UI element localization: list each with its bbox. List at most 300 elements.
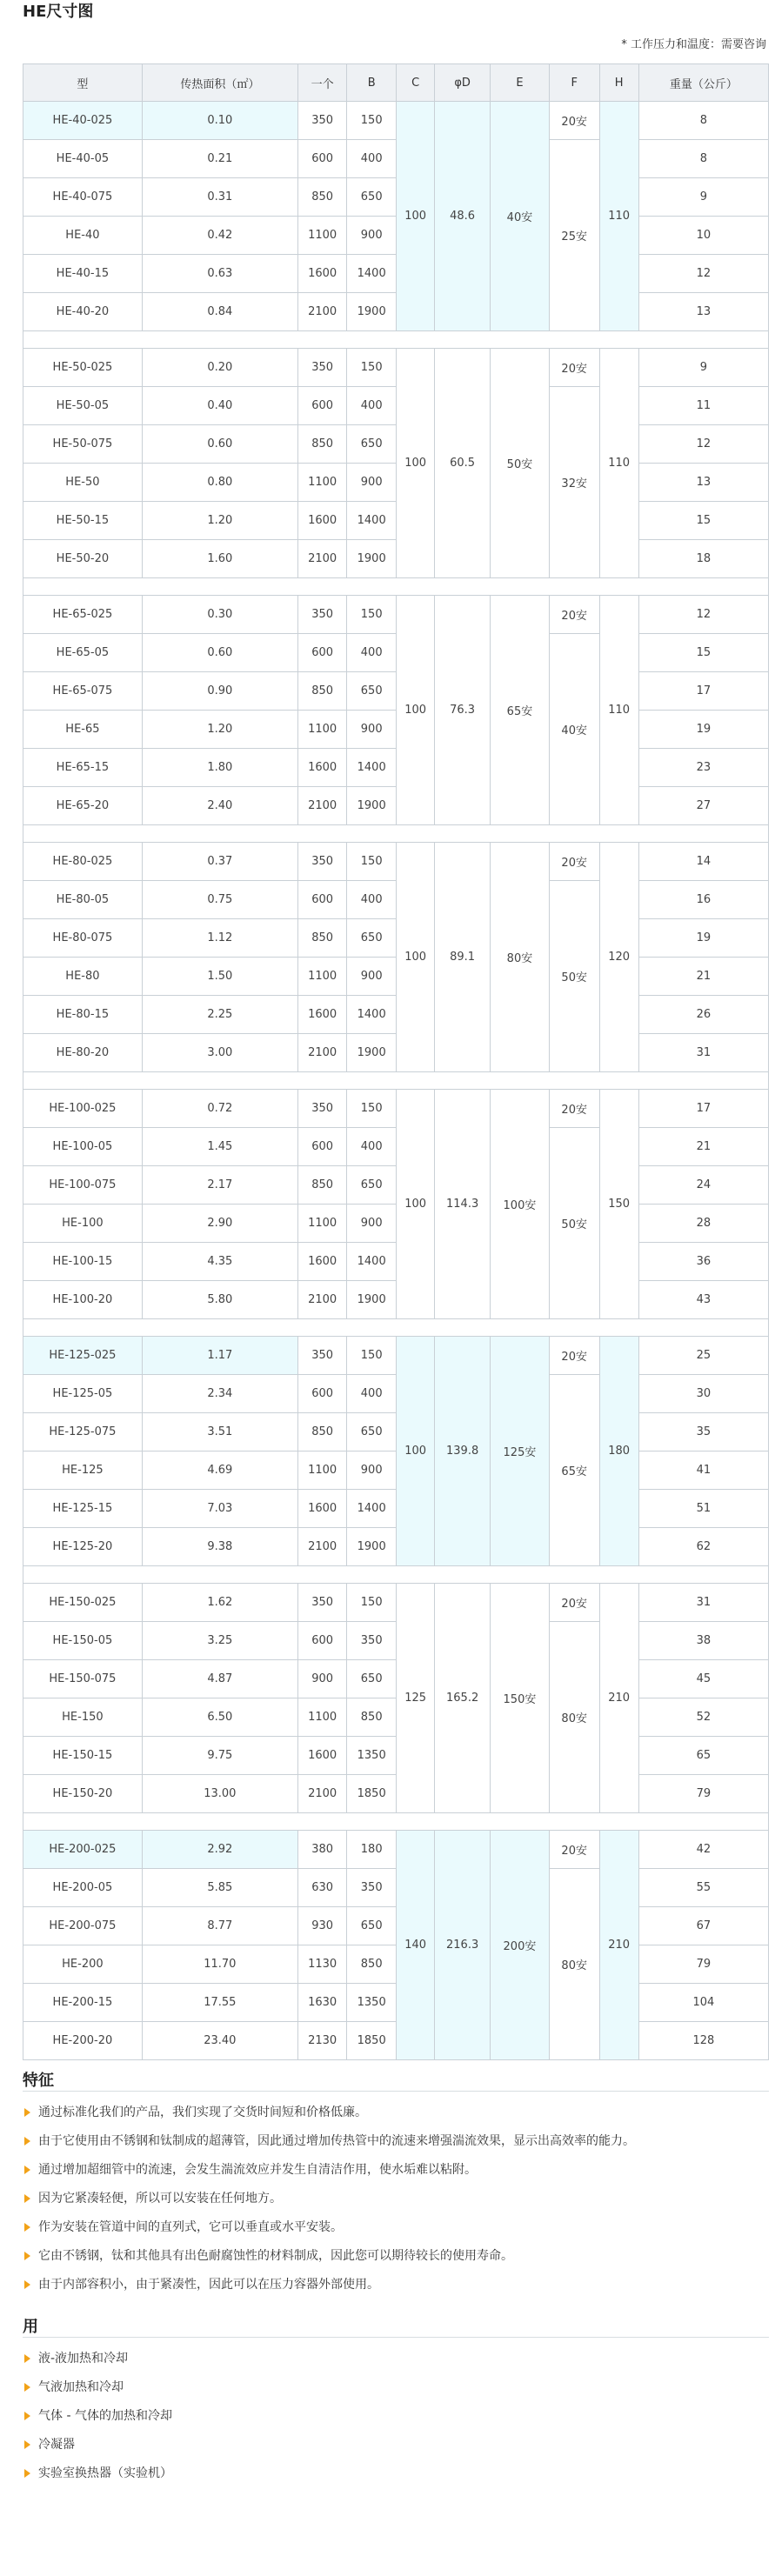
model-cell: HE-125	[23, 1452, 143, 1490]
dim-d-cell: 89.1	[435, 843, 491, 1072]
bullet-triangle-icon	[24, 2166, 30, 2174]
model-cell: HE-65-075	[23, 672, 143, 711]
model-cell: HE-50	[23, 464, 143, 502]
group-spacer-row	[23, 1566, 769, 1584]
area-cell: 0.84	[142, 293, 297, 331]
header-cell: H	[599, 64, 638, 102]
area-cell: 1.60	[142, 540, 297, 578]
model-cell: HE-65-15	[23, 749, 143, 787]
dim-a-cell: 850	[297, 425, 347, 464]
header-cell: φD	[435, 64, 491, 102]
dim-c-cell: 140	[396, 1831, 434, 2060]
group-spacer-cell	[23, 578, 769, 596]
dim-a-cell: 350	[297, 1584, 347, 1622]
area-cell: 0.60	[142, 425, 297, 464]
dim-a-cell: 600	[297, 634, 347, 672]
dim-b-cell: 650	[347, 919, 397, 958]
dim-a-cell: 850	[297, 919, 347, 958]
table-row	[23, 1698, 769, 1737]
dim-b-cell: 1400	[347, 1490, 397, 1528]
model-cell: HE-200-15	[23, 1984, 143, 2022]
feature-item-text: 因为它紧凑轻便，所以可以安装在任何地方。	[38, 2192, 282, 2206]
dim-c-cell: 100	[396, 349, 434, 578]
model-cell: HE-100-025	[23, 1090, 143, 1128]
header-cell: 一个	[297, 64, 347, 102]
dim-f-cell: 20安	[549, 843, 599, 881]
features-heading: 特征	[23, 2072, 54, 2090]
weight-cell: 15	[638, 634, 768, 672]
dim-b-cell: 150	[347, 1090, 397, 1128]
area-cell: 9.75	[142, 1737, 297, 1775]
dim-a-cell: 1630	[297, 1984, 347, 2022]
table-row	[23, 178, 769, 217]
area-cell: 2.34	[142, 1375, 297, 1413]
weight-cell: 31	[638, 1034, 768, 1072]
table-row	[23, 464, 769, 502]
table-row	[23, 502, 769, 540]
use-item-text: 实验室换热器（实验机）	[38, 2466, 172, 2480]
model-cell: HE-150-075	[23, 1660, 143, 1698]
area-cell: 4.87	[142, 1660, 297, 1698]
dim-h-cell: 210	[599, 1831, 638, 2060]
table-row	[23, 1622, 769, 1660]
dim-d-cell: 139.8	[435, 1337, 491, 1566]
table-row	[23, 102, 769, 140]
table-body	[23, 102, 769, 2060]
dim-a-cell: 850	[297, 1413, 347, 1452]
model-cell: HE-40	[23, 217, 143, 255]
weight-cell: 26	[638, 996, 768, 1034]
table-row	[23, 1869, 769, 1907]
dim-d-cell: 48.6	[435, 102, 491, 331]
feature-item	[23, 2104, 635, 2132]
dim-c-cell: 125	[396, 1584, 434, 1813]
model-cell: HE-125-15	[23, 1490, 143, 1528]
table-row	[23, 1337, 769, 1375]
table-row	[23, 1528, 769, 1566]
use-item	[23, 2407, 172, 2436]
dim-f-cell: 32安	[549, 387, 599, 578]
area-cell: 4.69	[142, 1452, 297, 1490]
model-cell: HE-80	[23, 958, 143, 996]
dim-a-cell: 1100	[297, 1452, 347, 1490]
dim-a-cell: 600	[297, 1622, 347, 1660]
dim-b-cell: 1900	[347, 540, 397, 578]
table-row	[23, 1907, 769, 1945]
table-row	[23, 1375, 769, 1413]
dim-b-cell: 400	[347, 387, 397, 425]
dim-a-cell: 350	[297, 596, 347, 634]
dim-b-cell: 400	[347, 1128, 397, 1166]
dim-b-cell: 350	[347, 1869, 397, 1907]
model-cell: HE-40-05	[23, 140, 143, 178]
header-cell: C	[396, 64, 434, 102]
model-cell: HE-150-15	[23, 1737, 143, 1775]
header-cell: 型	[23, 64, 143, 102]
dim-b-cell: 650	[347, 1907, 397, 1945]
pressure-note: * 工作压力和温度：需要咨询	[621, 38, 766, 51]
model-cell: HE-80-025	[23, 843, 143, 881]
model-cell: HE-200-075	[23, 1907, 143, 1945]
dim-h-cell: 150	[599, 1090, 638, 1319]
dim-h-cell: 210	[599, 1584, 638, 1813]
area-cell: 0.37	[142, 843, 297, 881]
weight-cell: 12	[638, 596, 768, 634]
weight-cell: 8	[638, 140, 768, 178]
dim-b-cell: 400	[347, 140, 397, 178]
bullet-triangle-icon	[24, 2194, 30, 2203]
table-row	[23, 1737, 769, 1775]
table-row	[23, 881, 769, 919]
feature-item-text: 通过增加超细管中的流速，会发生湍流效应并发生自清洁作用，使水垢难以粘附。	[38, 2163, 477, 2177]
dim-b-cell: 1400	[347, 749, 397, 787]
group-spacer-row	[23, 1319, 769, 1337]
dim-b-cell: 1900	[347, 1281, 397, 1319]
dim-c-cell: 100	[396, 1337, 434, 1566]
bullet-triangle-icon	[24, 2469, 30, 2478]
area-cell: 2.90	[142, 1205, 297, 1243]
group-spacer-row	[23, 331, 769, 349]
dim-f-cell: 50安	[549, 881, 599, 1072]
dim-a-cell: 600	[297, 1128, 347, 1166]
table-row	[23, 293, 769, 331]
dim-e-cell: 200安	[491, 1831, 550, 2060]
dim-a-cell: 2130	[297, 2022, 347, 2060]
area-cell: 0.75	[142, 881, 297, 919]
model-cell: HE-150-05	[23, 1622, 143, 1660]
dim-a-cell: 350	[297, 349, 347, 387]
dim-f-cell: 80安	[549, 1622, 599, 1813]
area-cell: 0.21	[142, 140, 297, 178]
weight-cell: 79	[638, 1775, 768, 1813]
table-row	[23, 1775, 769, 1813]
table-row	[23, 1452, 769, 1490]
page-title: HE尺寸图	[23, 3, 94, 21]
area-cell: 1.17	[142, 1337, 297, 1375]
dim-e-cell: 65安	[491, 596, 550, 825]
weight-cell: 28	[638, 1205, 768, 1243]
table-row	[23, 711, 769, 749]
feature-item-text: 作为安装在管道中间的直列式，它可以垂直或水平安装。	[38, 2220, 343, 2234]
model-cell: HE-40-075	[23, 178, 143, 217]
use-item	[23, 2436, 172, 2465]
model-cell: HE-50-025	[23, 349, 143, 387]
features-list	[23, 2104, 635, 2305]
dim-a-cell: 350	[297, 843, 347, 881]
area-cell: 2.17	[142, 1166, 297, 1205]
dim-b-cell: 1900	[347, 1034, 397, 1072]
weight-cell: 12	[638, 255, 768, 293]
dim-b-cell: 1900	[347, 293, 397, 331]
area-cell: 1.62	[142, 1584, 297, 1622]
use-item-text: 液-液加热和冷却	[38, 2352, 129, 2366]
bullet-triangle-icon	[24, 2223, 30, 2232]
table-row	[23, 1205, 769, 1243]
dim-f-cell: 50安	[549, 1128, 599, 1319]
model-cell: HE-80-15	[23, 996, 143, 1034]
area-cell: 1.80	[142, 749, 297, 787]
dim-a-cell: 600	[297, 881, 347, 919]
table-row	[23, 1831, 769, 1869]
dim-e-cell: 50安	[491, 349, 550, 578]
weight-cell: 17	[638, 672, 768, 711]
table-row	[23, 1090, 769, 1128]
header-cell: 传热面积（㎡）	[142, 64, 297, 102]
dim-a-cell: 1100	[297, 217, 347, 255]
dim-b-cell: 1400	[347, 1243, 397, 1281]
group-spacer-cell	[23, 1566, 769, 1584]
dim-a-cell: 2100	[297, 787, 347, 825]
model-cell: HE-150-20	[23, 1775, 143, 1813]
dim-h-cell: 180	[599, 1337, 638, 1566]
area-cell: 23.40	[142, 2022, 297, 2060]
dim-a-cell: 350	[297, 1337, 347, 1375]
model-cell: HE-100	[23, 1205, 143, 1243]
table-row	[23, 1413, 769, 1452]
area-cell: 0.72	[142, 1090, 297, 1128]
feature-item	[23, 2190, 635, 2219]
table-row	[23, 2022, 769, 2060]
weight-cell: 38	[638, 1622, 768, 1660]
uses-divider	[23, 2337, 769, 2338]
model-cell: HE-80-075	[23, 919, 143, 958]
dim-f-cell: 80安	[549, 1869, 599, 2060]
table-row	[23, 1490, 769, 1528]
dim-b-cell: 650	[347, 1413, 397, 1452]
feature-item	[23, 2161, 635, 2190]
group-spacer-cell	[23, 1813, 769, 1831]
dim-a-cell: 350	[297, 102, 347, 140]
dim-a-cell: 1600	[297, 749, 347, 787]
header-cell: 重量（公斤）	[638, 64, 768, 102]
group-spacer-row	[23, 1813, 769, 1831]
weight-cell: 67	[638, 1907, 768, 1945]
table-row	[23, 1584, 769, 1622]
table-row	[23, 958, 769, 996]
dim-b-cell: 850	[347, 1698, 397, 1737]
area-cell: 0.80	[142, 464, 297, 502]
dim-h-cell: 110	[599, 102, 638, 331]
dim-a-cell: 2100	[297, 540, 347, 578]
bullet-triangle-icon	[24, 2383, 30, 2392]
dim-b-cell: 400	[347, 881, 397, 919]
dim-f-cell: 20安	[549, 1584, 599, 1622]
dim-e-cell: 80安	[491, 843, 550, 1072]
weight-cell: 128	[638, 2022, 768, 2060]
dim-b-cell: 400	[347, 1375, 397, 1413]
area-cell: 7.03	[142, 1490, 297, 1528]
table-row	[23, 349, 769, 387]
dim-f-cell: 65安	[549, 1375, 599, 1566]
group-spacer-cell	[23, 1072, 769, 1090]
dim-a-cell: 1130	[297, 1945, 347, 1984]
model-cell: HE-40-025	[23, 102, 143, 140]
dim-c-cell: 100	[396, 102, 434, 331]
area-cell: 3.25	[142, 1622, 297, 1660]
dim-b-cell: 150	[347, 1337, 397, 1375]
weight-cell: 31	[638, 1584, 768, 1622]
dim-b-cell: 650	[347, 178, 397, 217]
table-row	[23, 255, 769, 293]
table-row	[23, 1166, 769, 1205]
weight-cell: 51	[638, 1490, 768, 1528]
dim-a-cell: 1100	[297, 1698, 347, 1737]
weight-cell: 21	[638, 1128, 768, 1166]
table-row	[23, 1243, 769, 1281]
model-cell: HE-125-20	[23, 1528, 143, 1566]
table-row	[23, 425, 769, 464]
dim-b-cell: 1850	[347, 1775, 397, 1813]
dim-b-cell: 150	[347, 843, 397, 881]
table-row	[23, 787, 769, 825]
dim-a-cell: 850	[297, 1166, 347, 1205]
table-row	[23, 634, 769, 672]
dim-a-cell: 1100	[297, 464, 347, 502]
model-cell: HE-100-05	[23, 1128, 143, 1166]
model-cell: HE-40-15	[23, 255, 143, 293]
weight-cell: 24	[638, 1166, 768, 1205]
model-cell: HE-50-15	[23, 502, 143, 540]
table-row	[23, 749, 769, 787]
feature-item-text: 由于它使用由不锈钢和钛制成的超薄管，因此通过增加传热管中的流速来增强湍流效果，显示出高效率的能力。	[38, 2134, 635, 2148]
use-item	[23, 2350, 172, 2379]
feature-item-text: 通过标准化我们的产品，我们实现了交货时间短和价格低廉。	[38, 2106, 367, 2119]
dim-b-cell: 1900	[347, 1528, 397, 1566]
dim-b-cell: 150	[347, 596, 397, 634]
model-cell: HE-65-05	[23, 634, 143, 672]
weight-cell: 19	[638, 919, 768, 958]
dim-a-cell: 600	[297, 1375, 347, 1413]
weight-cell: 25	[638, 1337, 768, 1375]
bullet-triangle-icon	[24, 2252, 30, 2260]
model-cell: HE-50-20	[23, 540, 143, 578]
area-cell: 6.50	[142, 1698, 297, 1737]
uses-list	[23, 2350, 172, 2493]
weight-cell: 9	[638, 178, 768, 217]
dimension-table	[23, 63, 769, 2060]
dim-a-cell: 850	[297, 178, 347, 217]
dim-a-cell: 1100	[297, 958, 347, 996]
dim-a-cell: 2100	[297, 1528, 347, 1566]
dim-a-cell: 2100	[297, 293, 347, 331]
dim-d-cell: 76.3	[435, 596, 491, 825]
area-cell: 0.60	[142, 634, 297, 672]
dim-b-cell: 850	[347, 1945, 397, 1984]
area-cell: 1.12	[142, 919, 297, 958]
header-cell: F	[549, 64, 599, 102]
dim-b-cell: 900	[347, 711, 397, 749]
header-cell: E	[491, 64, 550, 102]
model-cell: HE-125-075	[23, 1413, 143, 1452]
dim-b-cell: 1400	[347, 502, 397, 540]
model-cell: HE-200-025	[23, 1831, 143, 1869]
dim-b-cell: 900	[347, 958, 397, 996]
dim-a-cell: 1600	[297, 1490, 347, 1528]
model-cell: HE-80-05	[23, 881, 143, 919]
dim-a-cell: 2100	[297, 1775, 347, 1813]
area-cell: 17.55	[142, 1984, 297, 2022]
model-cell: HE-100-20	[23, 1281, 143, 1319]
feature-item	[23, 2276, 635, 2305]
area-cell: 5.80	[142, 1281, 297, 1319]
table-row	[23, 387, 769, 425]
model-cell: HE-125-025	[23, 1337, 143, 1375]
model-cell: HE-80-20	[23, 1034, 143, 1072]
dim-c-cell: 100	[396, 843, 434, 1072]
weight-cell: 45	[638, 1660, 768, 1698]
area-cell: 3.00	[142, 1034, 297, 1072]
model-cell: HE-65-025	[23, 596, 143, 634]
table-row	[23, 140, 769, 178]
group-spacer-row	[23, 578, 769, 596]
dim-b-cell: 900	[347, 217, 397, 255]
feature-item	[23, 2132, 635, 2161]
feature-item	[23, 2219, 635, 2247]
table-header-row	[23, 64, 769, 102]
model-cell: HE-125-05	[23, 1375, 143, 1413]
dim-a-cell: 1600	[297, 1737, 347, 1775]
weight-cell: 11	[638, 387, 768, 425]
area-cell: 8.77	[142, 1907, 297, 1945]
weight-cell: 17	[638, 1090, 768, 1128]
area-cell: 9.38	[142, 1528, 297, 1566]
bullet-triangle-icon	[24, 2137, 30, 2146]
weight-cell: 55	[638, 1869, 768, 1907]
dim-a-cell: 1600	[297, 502, 347, 540]
dim-d-cell: 114.3	[435, 1090, 491, 1319]
group-spacer-cell	[23, 1319, 769, 1337]
weight-cell: 104	[638, 1984, 768, 2022]
area-cell: 11.70	[142, 1945, 297, 1984]
dim-f-cell: 20安	[549, 1337, 599, 1375]
weight-cell: 43	[638, 1281, 768, 1319]
dim-a-cell: 850	[297, 672, 347, 711]
dim-a-cell: 900	[297, 1660, 347, 1698]
table-row	[23, 1660, 769, 1698]
area-cell: 0.10	[142, 102, 297, 140]
weight-cell: 8	[638, 102, 768, 140]
dim-a-cell: 2100	[297, 1281, 347, 1319]
feature-item	[23, 2247, 635, 2276]
use-item-text: 气体 - 气体的加热和冷却	[38, 2409, 172, 2423]
table-row	[23, 1281, 769, 1319]
bullet-triangle-icon	[24, 2412, 30, 2420]
dim-b-cell: 650	[347, 1166, 397, 1205]
dim-a-cell: 630	[297, 1869, 347, 1907]
dim-b-cell: 650	[347, 425, 397, 464]
area-cell: 2.25	[142, 996, 297, 1034]
weight-cell: 14	[638, 843, 768, 881]
model-cell: HE-100-15	[23, 1243, 143, 1281]
weight-cell: 79	[638, 1945, 768, 1984]
group-spacer-cell	[23, 331, 769, 349]
dim-f-cell: 20安	[549, 1831, 599, 1869]
weight-cell: 18	[638, 540, 768, 578]
group-spacer-row	[23, 1072, 769, 1090]
table-row	[23, 843, 769, 881]
header-cell: B	[347, 64, 397, 102]
weight-cell: 41	[638, 1452, 768, 1490]
dim-f-cell: 20安	[549, 349, 599, 387]
dim-f-cell: 40安	[549, 634, 599, 825]
model-cell: HE-150	[23, 1698, 143, 1737]
use-item	[23, 2379, 172, 2407]
dim-b-cell: 1350	[347, 1984, 397, 2022]
model-cell: HE-40-20	[23, 293, 143, 331]
dim-a-cell: 380	[297, 1831, 347, 1869]
table-row	[23, 1128, 769, 1166]
weight-cell: 13	[638, 464, 768, 502]
